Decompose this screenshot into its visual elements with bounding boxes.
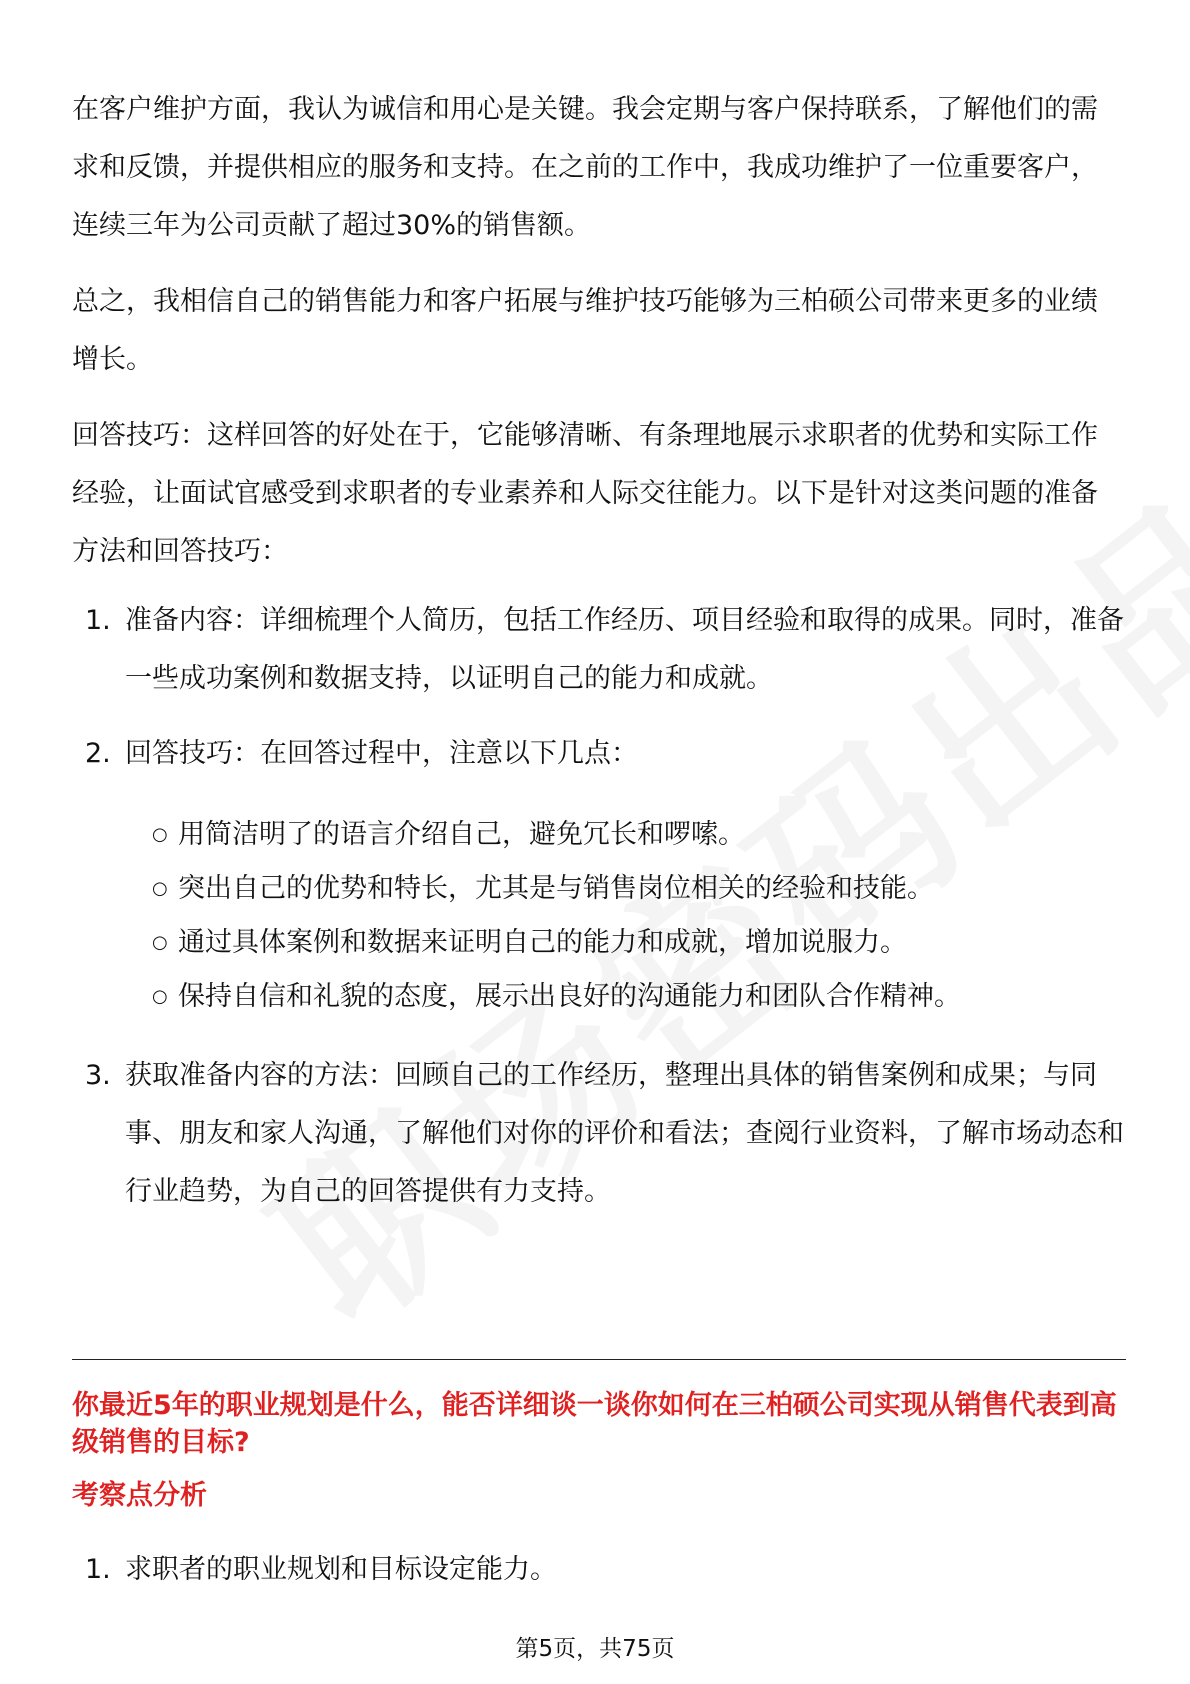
list-item-number: 1. [85, 605, 111, 636]
bullet-item [152, 977, 1112, 1017]
bullet-item-text: 保持自信和礼貌的态度，展示出良好的沟通能力和团队合作精神。 [178, 981, 961, 1012]
paragraph-answer-tips: 回答技巧：这样回答的好处在于，它能够清晰、有条理地展示求职者的优势和实际工作经验，让面试官感受到求职者的专业素养和人际交往能力。以下是针对这类问题的准备方法和回答技巧： [72, 420, 1098, 567]
page-number: 第5页，共75页 [515, 1636, 675, 1662]
list-item-number: 1. [85, 1554, 111, 1585]
section-divider [72, 1359, 1126, 1360]
list-item [85, 725, 1125, 783]
section-heading: 考察点分析 [72, 1480, 207, 1511]
list-item [85, 592, 1125, 708]
list-item-text: 求职者的职业规划和目标设定能力。 [125, 1554, 557, 1585]
list-item [85, 1047, 1125, 1221]
circle-bullet-icon: ○ [152, 878, 168, 899]
bullet-item [152, 815, 1112, 855]
bullet-item-text: 通过具体案例和数据来证明自己的能力和成就，增加说服力。 [178, 927, 907, 958]
circle-bullet-icon: ○ [152, 932, 168, 953]
bullet-item [152, 869, 1112, 909]
list-item [85, 1541, 1125, 1599]
list-item-number: 2. [85, 738, 111, 769]
list-item-text: 获取准备内容的方法：回顾自己的工作经历，整理出具体的销售案例和成果；与同事、朋友和家人沟通，了解他们对你的评价和看法；查阅行业资料，了解市场动态和行业趋势，为自己的回答提供有力支持。 [125, 1060, 1124, 1207]
bullet-item-text: 用简洁明了的语言介绍自己，避免冗长和啰嗦。 [178, 819, 745, 850]
paragraph-summary: 总之，我相信自己的销售能力和客户拓展与维护技巧能够为三柏硕公司带来更多的业绩增长。 [72, 286, 1098, 375]
paragraph-customer-maintenance: 在客户维护方面，我认为诚信和用心是关键。我会定期与客户保持联系，了解他们的需求和反馈，并提供相应的服务和支持。在之前的工作中，我成功维护了一位重要客户，连续三年为公司贡献了超过30%的销售额。 [72, 94, 1098, 241]
bullet-item-text: 突出自己的优势和特长，尤其是与销售岗位相关的经验和技能。 [178, 873, 934, 904]
list-item-text: 回答技巧：在回答过程中，注意以下几点： [125, 738, 638, 769]
bullet-item [152, 923, 1112, 963]
circle-bullet-icon: ○ [152, 986, 168, 1007]
list-item-number: 3. [85, 1060, 111, 1091]
list-item-text: 准备内容：详细梳理个人简历，包括工作经历、项目经验和取得的成果。同时，准备一些成功案例和数据支持，以证明自己的能力和成就。 [125, 605, 1124, 694]
interview-question: 你最近5年的职业规划是什么，能否详细谈一谈你如何在三柏硕公司实现从销售代表到高级销售的目标? [72, 1390, 1117, 1458]
circle-bullet-icon: ○ [152, 824, 168, 845]
